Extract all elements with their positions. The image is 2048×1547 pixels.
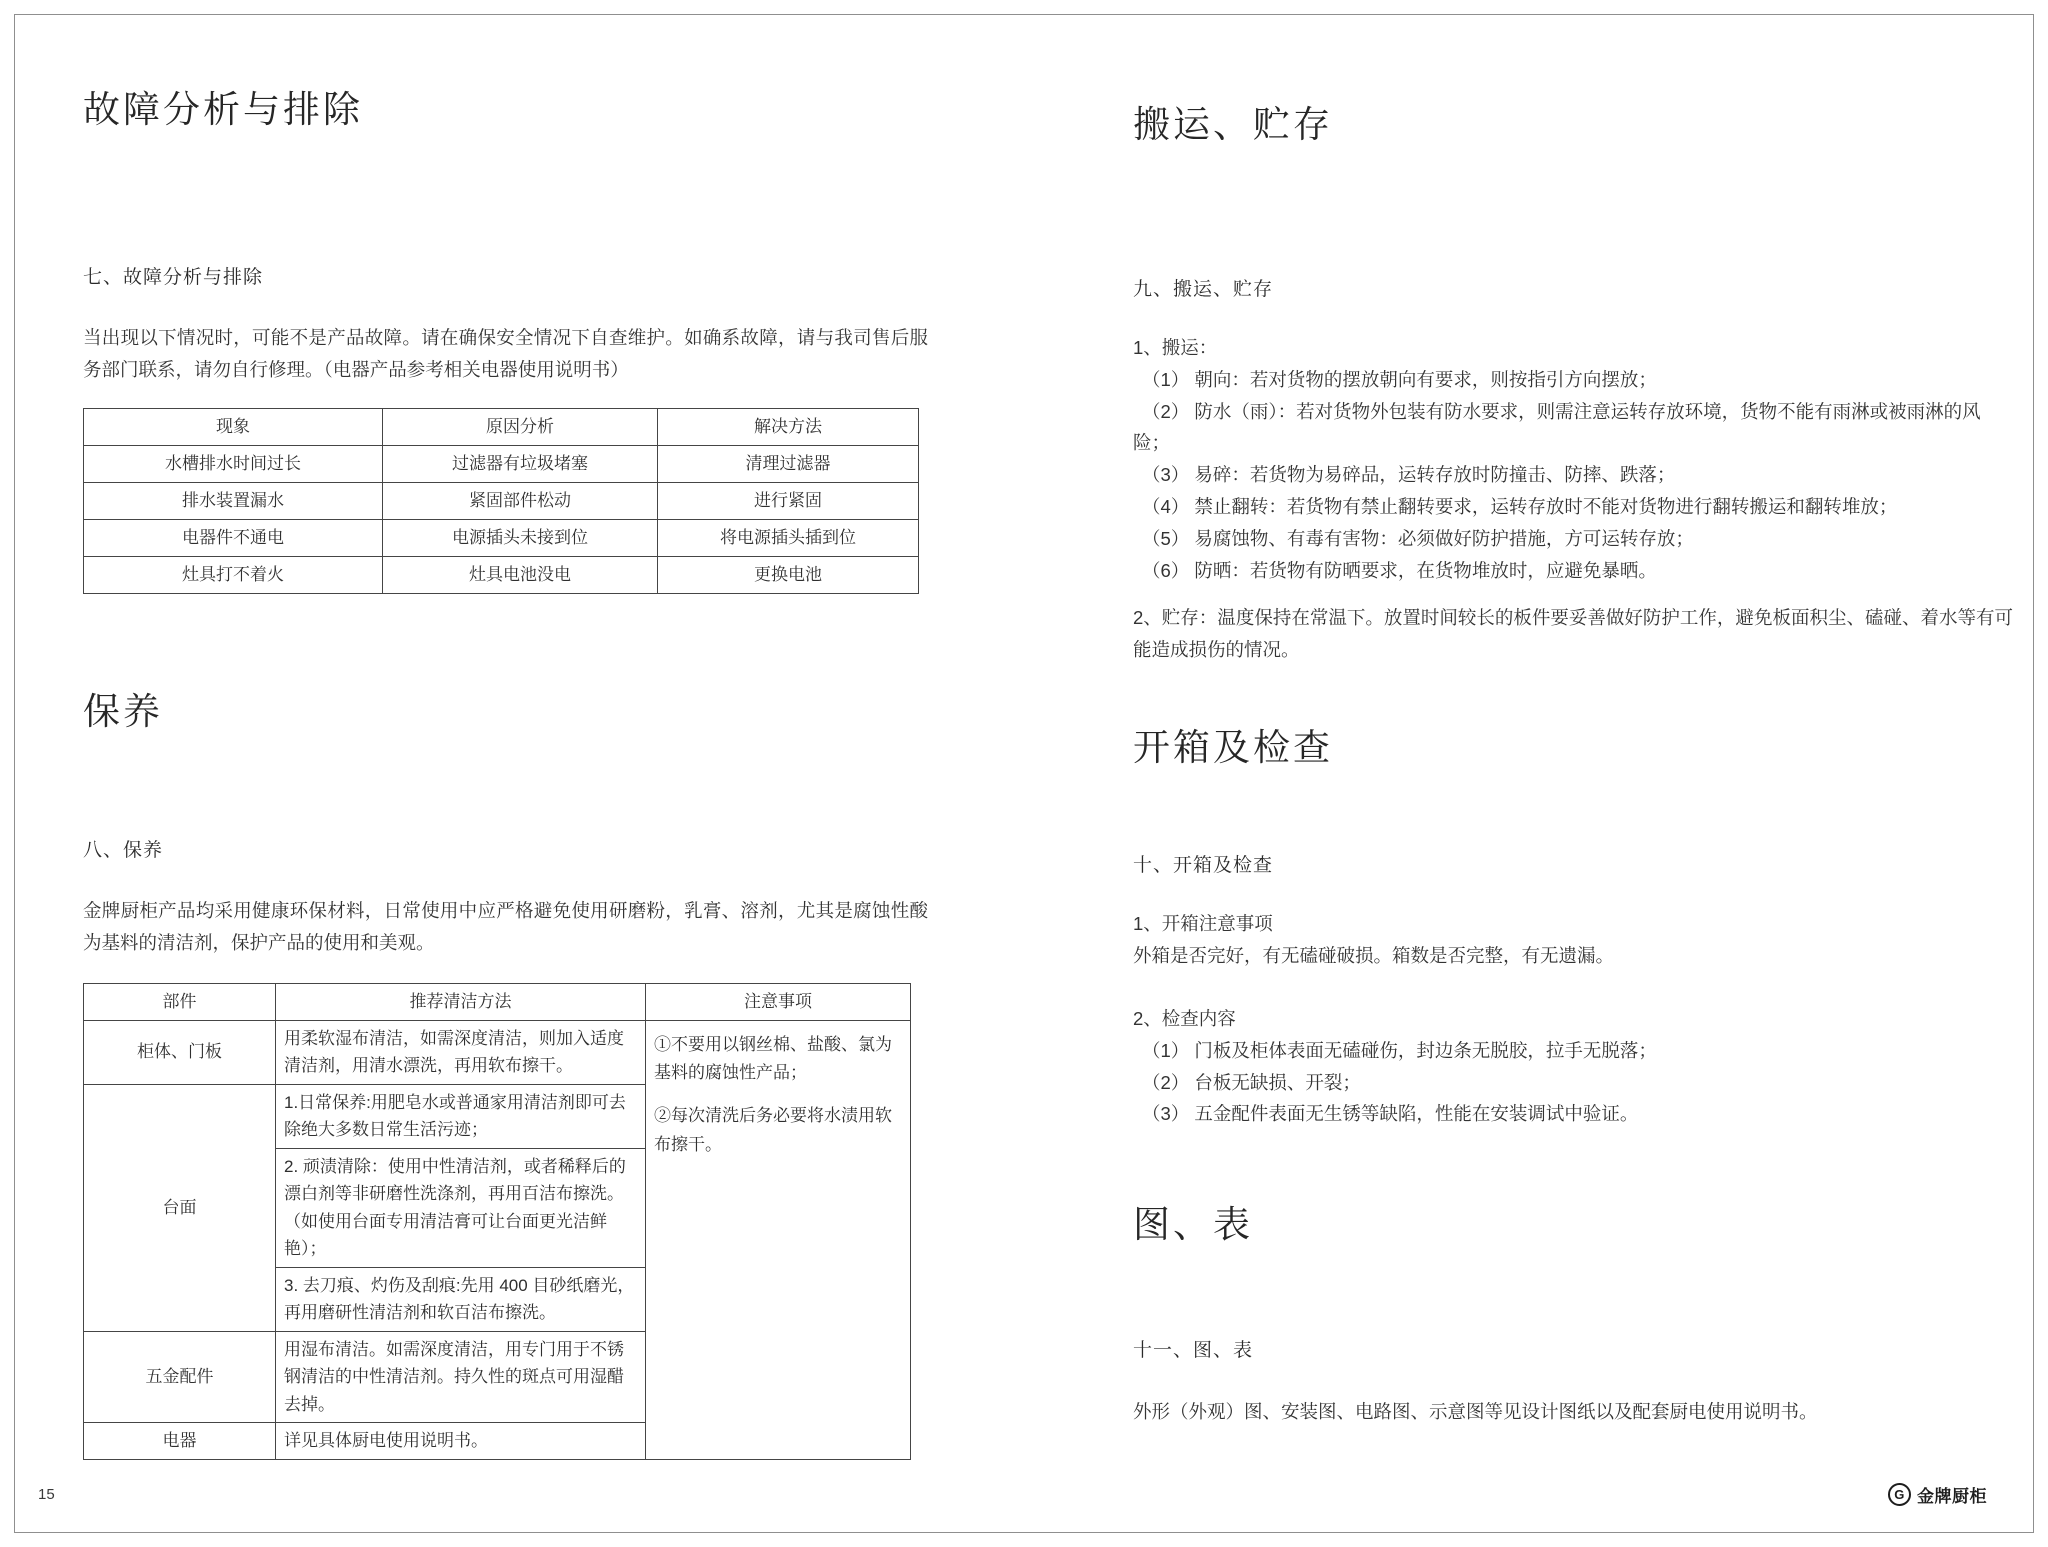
table-row [84, 483, 919, 520]
care-part-appliance: 电器 [84, 1423, 276, 1460]
care-notes-cell [646, 1020, 911, 1459]
fault-cell: 将电源插头插到位 [658, 520, 919, 557]
brand-g-icon: G [1888, 1483, 1911, 1506]
list-item: （1） 朝向：若对货物的摆放朝向有要求，则按指引方向摆放； [1142, 368, 1657, 390]
section-title-figures-tables: 图、表 [1133, 1204, 1253, 1245]
section-title-transport-storage: 搬运、贮存 [1133, 104, 1333, 145]
fault-cell: 排水装置漏水 [84, 483, 383, 520]
care-table-header-row [84, 984, 911, 1021]
unbox-text: 外箱是否完好，有无磕碰破损。箱数是否完整，有无遗漏。 [1133, 944, 1615, 966]
brand-logo [1888, 1482, 1987, 1507]
table-row [84, 446, 919, 483]
list-item: （2） 防水（雨）：若对货物外包装有防水要求，则需注意运转存放环境，货物不能有雨淋或被雨淋的风险； [1133, 400, 1981, 454]
fault-table [83, 408, 919, 594]
section-subtitle-figures-tables: 十一、图、表 [1133, 1340, 1254, 1361]
fault-cell: 更换电池 [658, 557, 919, 594]
care-note-2: ②每次清洗后务必要将水渍用软布擦干。 [654, 1106, 892, 1155]
care-part-countertop: 台面 [84, 1084, 276, 1331]
list-item: （4） 禁止翻转：若货物有禁止翻转要求，运转存放时不能对货物进行翻转搬运和翻转堆放； [1142, 496, 1898, 518]
section-title-unbox-inspect: 开箱及检查 [1133, 727, 1333, 768]
transport-heading: 1、搬运： [1133, 337, 1218, 358]
table-row [84, 520, 919, 557]
fault-cell: 清理过滤器 [658, 446, 919, 483]
fault-cell: 灶具打不着火 [84, 557, 383, 594]
care-col-header-notes: 注意事项 [646, 984, 911, 1021]
care-method-appliance: 详见具体厨电使用说明书。 [276, 1423, 646, 1460]
section-subtitle-transport-storage: 九、搬运、贮存 [1133, 279, 1274, 300]
check-heading: 2、检查内容 [1133, 1008, 1236, 1029]
section-subtitle-fault-analysis: 七、故障分析与排除 [83, 267, 264, 288]
care-col-header-part: 部件 [84, 984, 276, 1021]
section-subtitle-care: 八、保养 [83, 840, 164, 861]
fault-cell: 水槽排水时间过长 [84, 446, 383, 483]
fault-col-header-solution: 解决方法 [658, 409, 919, 446]
fault-table-header-row [84, 409, 919, 446]
table-row [84, 1020, 911, 1084]
page-number: 15 [38, 1486, 55, 1503]
care-table [83, 983, 911, 1460]
transport-list [1133, 332, 2013, 587]
brand-name: 金牌厨柜 [1917, 1487, 1987, 1506]
section-title-care: 保养 [83, 691, 163, 732]
care-method-hardware: 用湿布清洁。如需深度清洁，用专门用于不锈钢清洁的中性清洁剂。持久性的斑点可用湿醋去掉。 [276, 1331, 646, 1423]
list-item: （3） 五金配件表面无生锈等缺陷，性能在安装调试中验证。 [1142, 1103, 1639, 1125]
check-block [1133, 1003, 2013, 1130]
fault-intro-paragraph: 当出现以下情况时，可能不是产品故障。请在确保安全情况下自查维护。如确系故障，请与我司售后服务部门联系，请勿自行修理。（电器产品参考相关电器使用说明书） [83, 327, 928, 381]
care-method-countertop-3: 3. 去刀痕、灼伤及刮痕:先用 400 目砂纸磨光，再用磨研性清洁剂和软百洁布擦洗。 [276, 1267, 646, 1331]
care-part-cabinet: 柜体、门板 [84, 1020, 276, 1084]
fault-cell: 紧固部件松动 [383, 483, 658, 520]
unbox-block [1133, 908, 2013, 972]
section-title-fault-analysis: 故障分析与排除 [83, 89, 363, 130]
care-col-header-method: 推荐清洁方法 [276, 984, 646, 1021]
fault-cell: 电源插头未接到位 [383, 520, 658, 557]
fault-cell: 灶具电池没电 [383, 557, 658, 594]
section-subtitle-unbox-inspect: 十、开箱及检查 [1133, 855, 1274, 876]
care-method-countertop-2: 2. 顽渍清除：使用中性清洁剂，或者稀释后的漂白剂等非研磨性洗涤剂，再用百洁布擦洗。（如使用台面专用清洁膏可让台面更光洁鲜艳）； [276, 1148, 646, 1267]
fault-cell: 电器件不通电 [84, 520, 383, 557]
fault-cell: 过滤器有垃圾堵塞 [383, 446, 658, 483]
care-note-1: ①不要用以钢丝棉、盐酸、氯为基料的腐蚀性产品； [654, 1034, 892, 1083]
unbox-heading: 1、开箱注意事项 [1133, 913, 1273, 934]
care-method-cabinet: 用柔软湿布清洁，如需深度清洁，则加入适度清洁剂，用清水漂洗，再用软布擦干。 [276, 1020, 646, 1084]
figures-paragraph: 外形（外观）图、安装图、电路图、示意图等见设计图纸以及配套厨电使用说明书。 [1133, 1401, 1818, 1422]
list-item: （6） 防晒：若货物有防晒要求，在货物堆放时，应避免暴晒。 [1142, 559, 1657, 581]
list-item: （3） 易碎：若货物为易碎品，运转存放时防撞击、防摔、跌落； [1142, 464, 1676, 486]
fault-col-header-phenomenon: 现象 [84, 409, 383, 446]
table-row [84, 557, 919, 594]
storage-paragraph: 2、贮存：温度保持在常温下。放置时间较长的板件要妥善做好防护工作，避免板面积尘、磕碰、着水等有可能造成损伤的情况。 [1133, 607, 2013, 661]
care-part-hardware: 五金配件 [84, 1331, 276, 1423]
list-item: （1） 门板及柜体表面无磕碰伤，封边条无脱胶，拉手无脱落； [1142, 1039, 1657, 1061]
list-item: （5） 易腐蚀物、有毒有害物：必须做好防护措施，方可运转存放； [1142, 527, 1694, 549]
care-intro-paragraph: 金牌厨柜产品均采用健康环保材料，日常使用中应严格避免使用研磨粉，乳膏、溶剂，尤其是腐蚀性酸为基料的清洁剂，保护产品的使用和美观。 [83, 900, 928, 954]
fault-cell: 进行紧固 [658, 483, 919, 520]
list-item: （2） 台板无缺损、开裂； [1142, 1071, 1361, 1093]
care-method-countertop-1: 1.日常保养:用肥皂水或普通家用清洁剂即可去除绝大多数日常生活污迹； [276, 1084, 646, 1148]
fault-col-header-cause: 原因分析 [383, 409, 658, 446]
